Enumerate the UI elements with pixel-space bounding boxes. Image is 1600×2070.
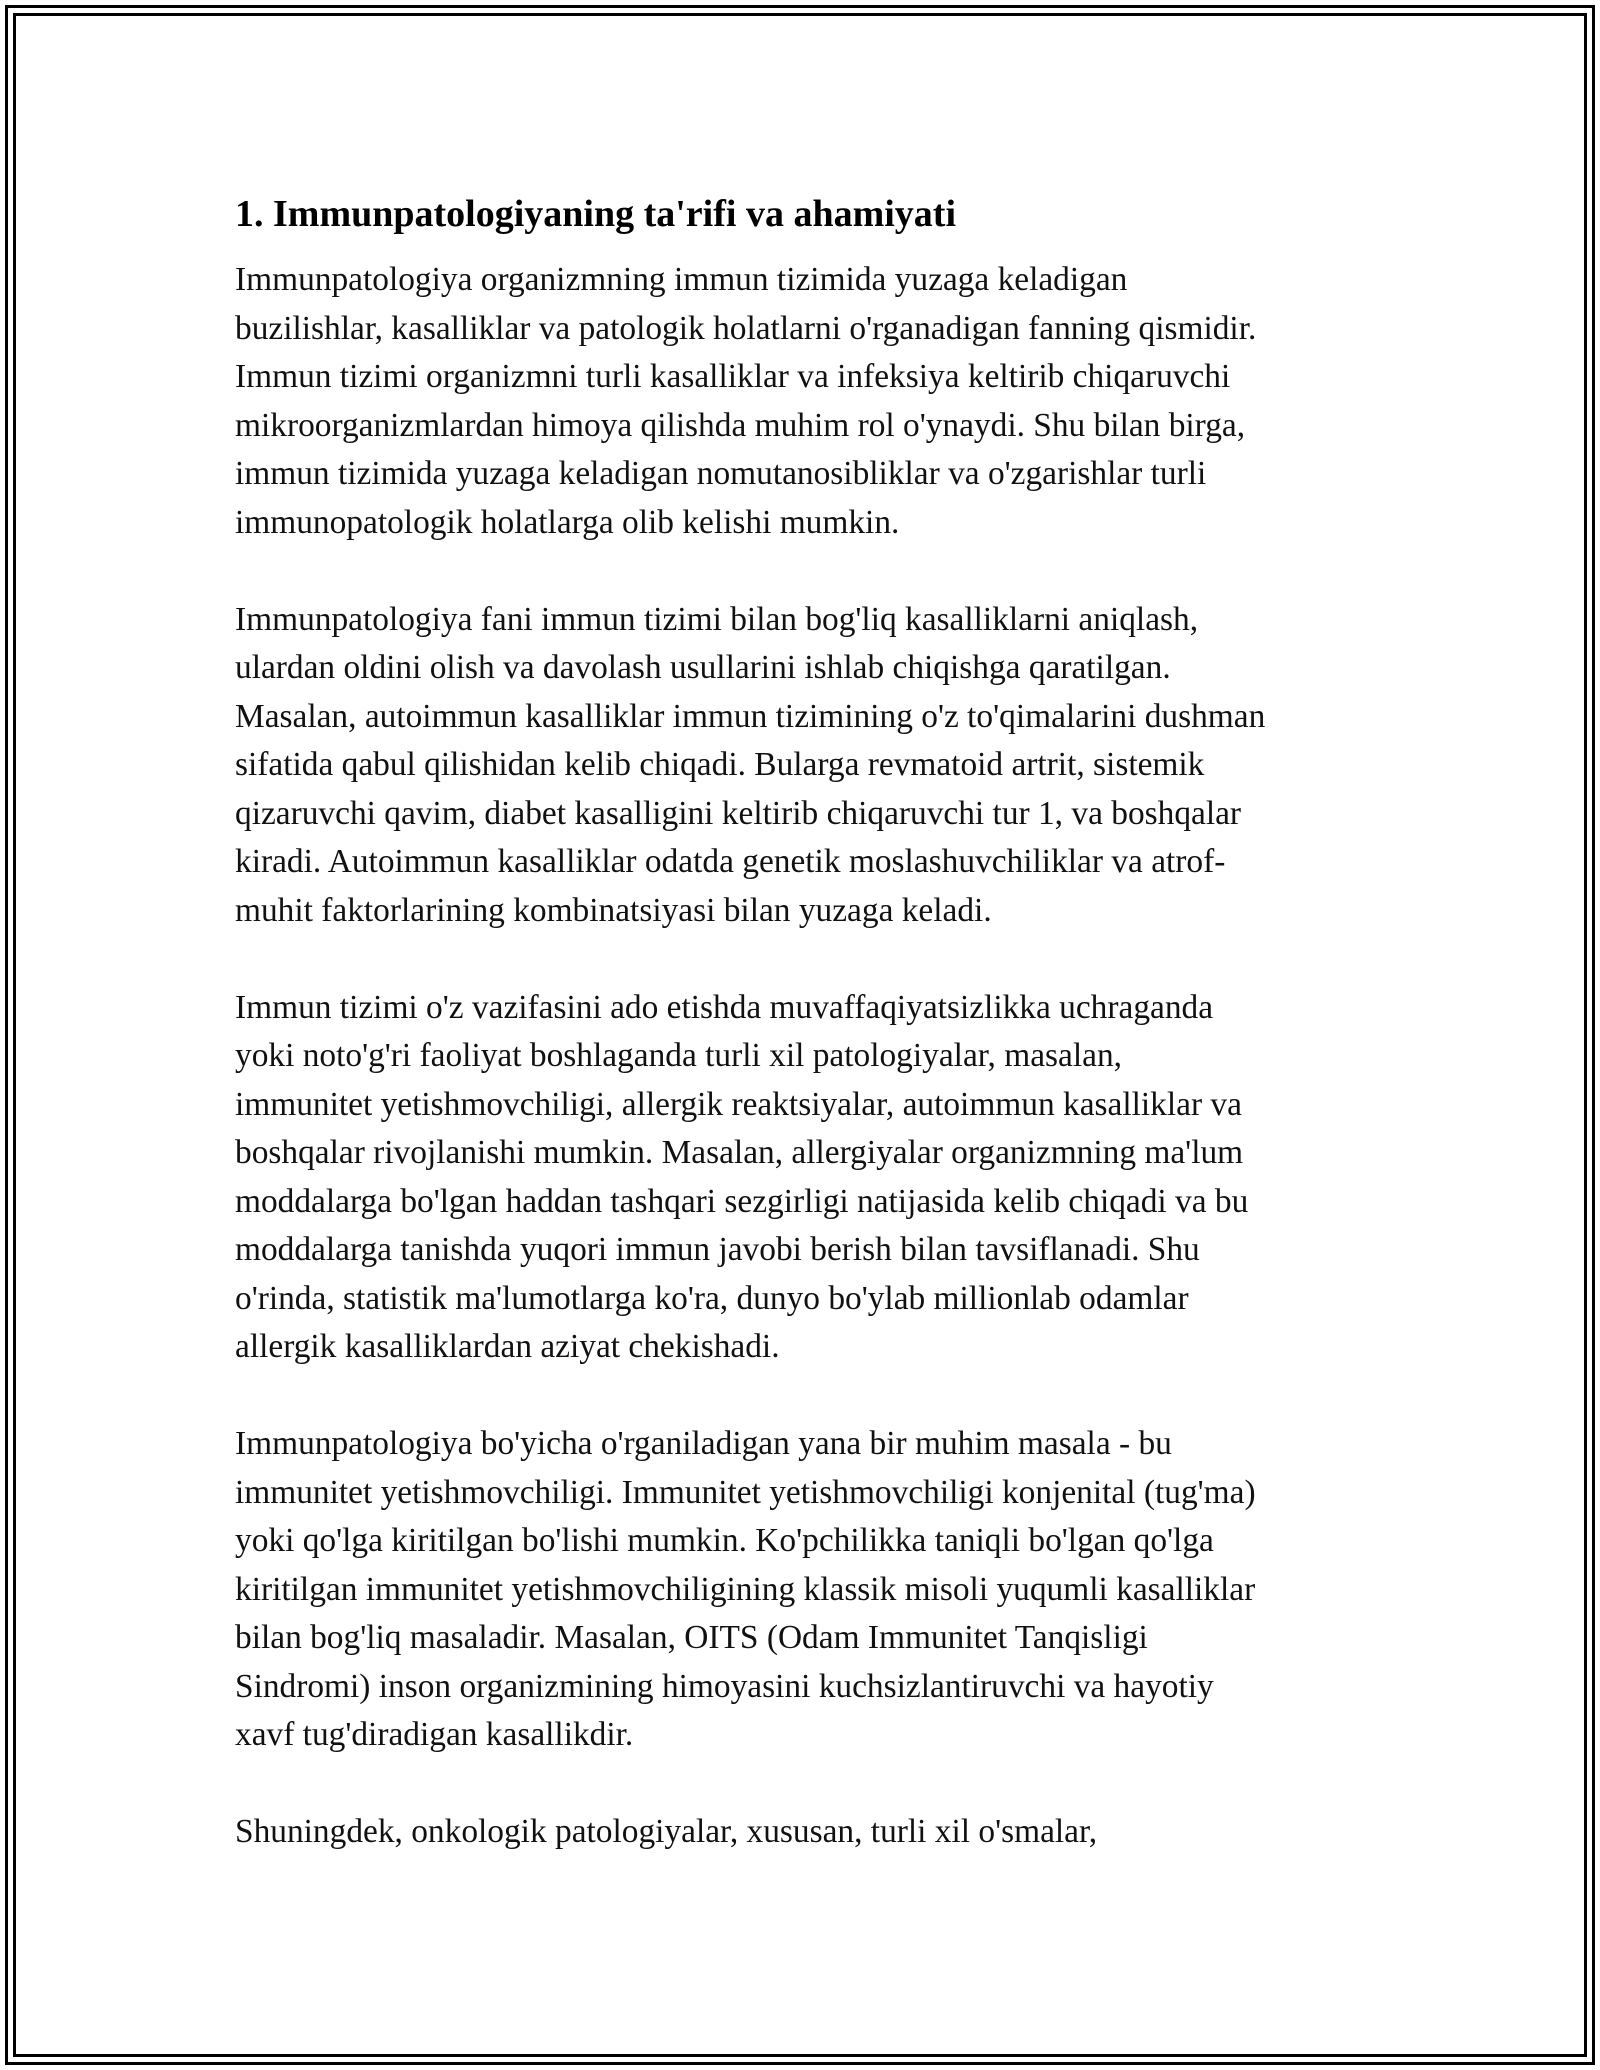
text-line: Immun tizimi o'z vazifasini ado etishda muvaffaqiyatsizlikka uchraganda [235, 988, 1214, 1026]
text-line: immunitet yetishmovchiligi, allergik reaktsiyalar, autoimmun kasalliklar va [235, 1085, 1242, 1123]
paragraph-definition [235, 256, 1385, 547]
paragraph-autoimmune [235, 596, 1385, 936]
text-line: boshqalar rivojlanishi mumkin. Masalan, allergiyalar organizmning ma'lum [235, 1134, 1244, 1171]
text-line: immunopatologik holatlarga olib kelishi mumkin. [235, 503, 900, 541]
paragraph-immunodeficiency [235, 1420, 1385, 1760]
text-line: Immun tizimi organizmni turli kasalliklar va infeksiya keltirib chiqaruvchi [235, 358, 1231, 395]
text-line: sifatida qabul qilishidan kelib chiqadi. Bularga revmatoid artrit, sistemik [235, 746, 1205, 783]
text-line: moddalarga tanishda yuqori immun javobi berish bilan tavsiflanadi. Shu [235, 1231, 1200, 1268]
text-line: Immunpatologiya organizmning immun tizimida yuzaga keladigan [235, 261, 1128, 298]
document-body [235, 188, 1385, 1905]
text-line: o'rinda, statistik ma'lumotlarga ko'ra, dunyo bo'ylab millionlab odamlar [235, 1279, 1189, 1317]
paragraph-oncology [235, 1808, 1385, 1857]
text-line: Masalan, autoimmun kasalliklar immun tizimining o'z to'qimalarini dushman [235, 697, 1266, 735]
text-line: mikroorganizmlardan himoya qilishda muhim rol o'ynaydi. Shu bilan birga, [235, 406, 1246, 444]
text-line: buzilishlar, kasalliklar va patologik holatlarni o'rganadigan fanning qismidir. [235, 309, 1257, 347]
text-line: immun tizimida yuzaga keladigan nomutanosibliklar va o'zgarishlar turli [235, 455, 1207, 492]
text-line: yoki qo'lga kiritilgan bo'lishi mumkin. Ko'pchilikka taniqli bo'lgan qo'lga [235, 1522, 1214, 1559]
text-line: Immunpatologiya bo'yicha o'rganiladigan yana bir muhim masala - bu [235, 1425, 1172, 1462]
text-line: allergik kasalliklardan aziyat chekishadi. [235, 1328, 780, 1365]
text-line: immunitet yetishmovchiligi. Immunitet yetishmovchiligi konjenital (tug'ma) [235, 1473, 1256, 1511]
text-line: xavf tug'diradigan kasallikdir. [235, 1716, 634, 1753]
paragraph-allergy [235, 984, 1385, 1372]
text-line: ulardan oldini olish va davolash usullarini ishlab chiqishga qaratilgan. [235, 649, 1171, 686]
text-line: yoki noto'g'ri faoliyat boshlaganda turli xil patologiyalar, masalan, [235, 1037, 1122, 1074]
text-line: muhit faktorlarining kombinatsiyasi bilan yuzaga keladi. [235, 891, 992, 929]
text-line: Shuningdek, onkologik patologiyalar, xususan, turli xil o'smalar, [235, 1813, 1098, 1850]
text-line: Sindromi) inson organizmining himoyasini kuchsizlantiruvchi va hayotiy [235, 1667, 1214, 1705]
text-line: Immunpatologiya fani immun tizimi bilan bog'liq kasalliklarni aniqlash, [235, 600, 1199, 638]
text-line: bilan bog'liq masaladir. Masalan, OITS (Odam Immunitet Tanqisligi [235, 1619, 1148, 1656]
section-heading: 1. Immunpatologiyaning ta'rifi va ahamiyati [235, 193, 956, 235]
text-line: moddalarga bo'lgan haddan tashqari sezgirligi natijasida kelib chiqadi va bu [235, 1182, 1249, 1220]
text-line: kiritilgan immunitet yetishmovchiligining klassik misoli yuqumli kasalliklar [235, 1570, 1256, 1608]
text-line: qizaruvchi qavim, diabet kasalligini keltirib chiqaruvchi tur 1, va boshqalar [235, 794, 1242, 832]
text-line: kiradi. Autoimmun kasalliklar odatda genetik moslashuvchiliklar va atrof- [235, 843, 1226, 880]
